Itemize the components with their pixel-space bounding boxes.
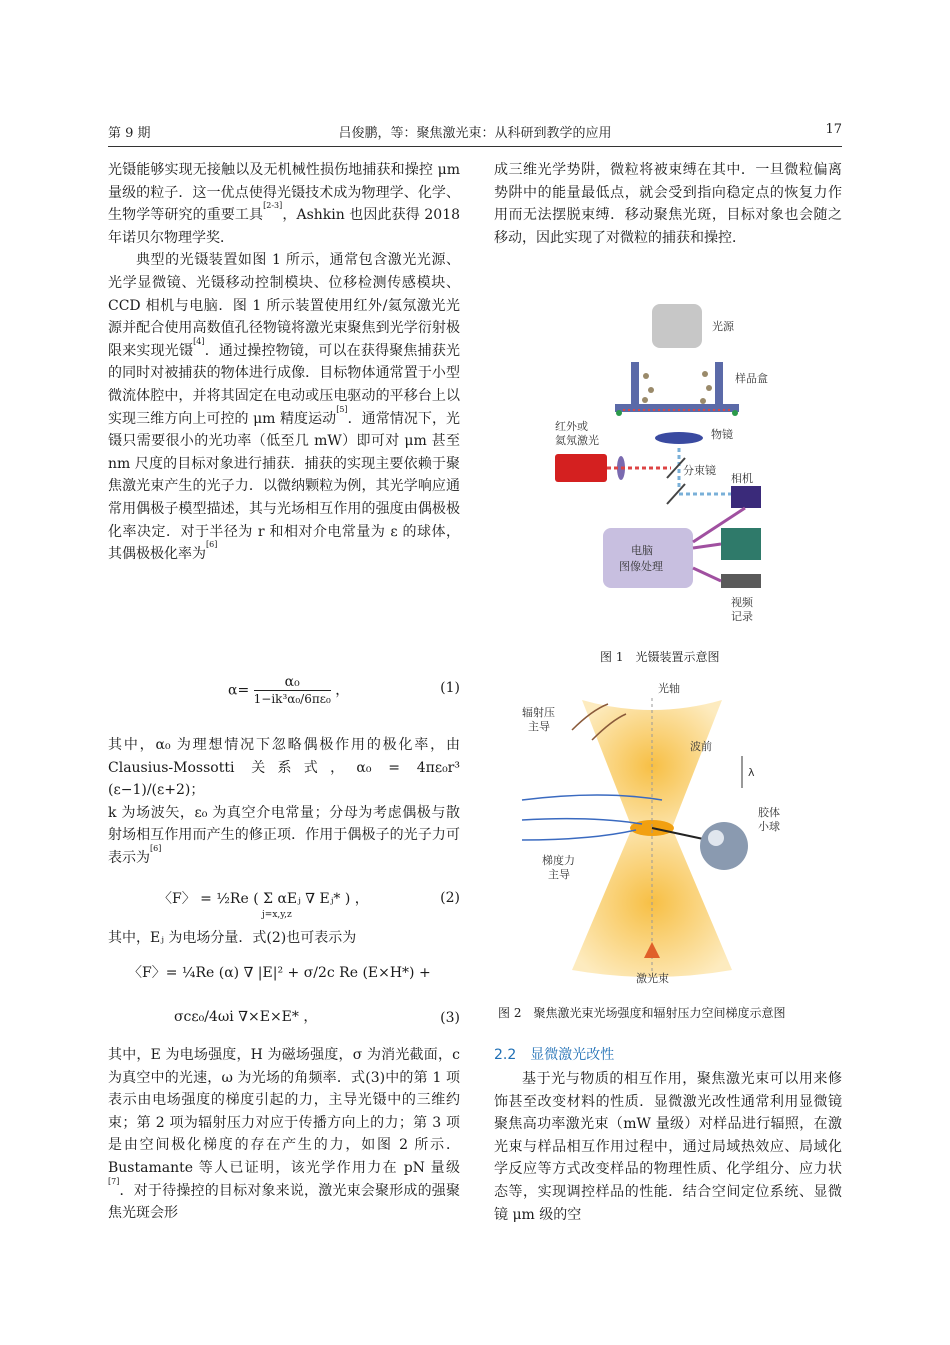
paragraph-wavevector: k 为场波矢，ε₀ 为真空介电常量；分母为考虑偶极与散射场相互作用而产生的修正项．作用于偶极子的光子力可表示为[6] [108,804,460,866]
paragraph-polarizability: 其中，α₀ 为理想情况下忽略偶极作用的极化率，由 Clausius-Mossotti 关系式，α₀ = 4πε₀r³ (ε−1)/(ε+2)； [108,737,460,799]
figure-1-caption: 图 1 光镊装置示意图 [600,650,720,664]
left-column-middle [108,734,460,870]
label-sphere-line2: 小球 [758,820,780,833]
citation: [2-3] [263,201,283,211]
label-sample-box: 样品盒 [735,372,768,385]
label-gradient-line2: 主导 [548,868,570,881]
label-gradient-line1: 梯度力 [542,854,575,867]
label-wavefront: 波前 [690,740,712,753]
header-rule [108,146,842,147]
paragraph-force-terms: 其中，E 为电场强度，H 为磁场强度，σ 为消光截面，c 为真空中的光速，ω 为光场的角频率．式(3)中的第 1 项表示由电场强度的梯度引起的力，主导光镊中的三维约束；第 2 项为辐射压力对应于传播方向上的力；第 3 项是由空间极化梯度的存在产生的力，如图 2 所示．Bustamante 等人已证明，该光学作用力在 pN 量级[7]．对于待操控的目标对象来说，激光束会聚形成的强聚焦光斑会形 [108,1047,460,1222]
citation: [5] [336,404,348,414]
paragraph-setup: 典型的光镊装置如图 1 所示，通常包含激光光源、光学显微镜、光镊移动控制模块、位移检测传感模块、CCD 相机与电脑．图 1 所示装置使用红外/氦氖激光光源并配合使用高数值孔径物镜将激光束聚焦到光学衍射极限来实现光镊[4]．通过操控物镜，可以在获得聚焦捕获光的同时对被捕获的物体进行成像．目标物体通常置于小型微流体腔中，并将其固定在电动或压电驱动的平移台上以实现三维方向上可控的 μm 精度运动[5]．通常情况下，光镊只需要很小的光功率（低至几 mW）即可对 μm 甚至 nm 尺度的目标对象进行捕获．捕获的实现主要依赖于聚焦激光束产生的光子力．以微纳颗粒为例，其光学响应通常用偶极子模型描述，其与光场相互作用的强度由偶极极化率决定．对于半径为 r 和相对介电常量为 ε 的球体，其偶极极化率为[6] [108,252,461,563]
label-laser-line2: 氦氖激光 [555,434,599,447]
figure-2-focused-beam [512,680,812,988]
computer-box [603,528,693,588]
right-column-bottom [494,1068,842,1226]
label-video-line1: 视频 [731,596,753,609]
equation-1: α= $\frac{\text{α₀}}{\text{1−ik³α₀/6πε₀}}$ ， (1) [228,674,460,706]
label-camera: 相机 [731,472,753,485]
equation-number: (3) [440,1010,460,1026]
label-lambda: λ [748,766,755,779]
left-column-eq3-intro: 其中，Eⱼ 为电场分量．式(2)也可表示为 [108,930,357,946]
label-sphere-line1: 胶体 [758,806,780,819]
figure-1-optical-tweezers-setup [545,298,805,628]
section-heading-2-2: 2.2 显微激光改性 [494,1047,615,1063]
label-optical-axis: 光轴 [658,682,680,695]
equation-3: 〈F〉= ¼Re (α) ∇ |E|² + σ/2c Re (E×H*) + σcε₀/4ωi ∇×E×E* ， (3) [128,965,460,1026]
issue-number: 第 9 期 [108,126,151,141]
video-recorder-box [721,574,761,588]
eq1-fraction: $\frac{\text{α₀}}{\text{1−ik³α₀/6πε₀}}$ [253,674,331,706]
label-light-source: 光源 [712,320,734,333]
paragraph-intro: 光镊能够实现无接触以及无机械性损伤地捕获和操控 μm 量级的粒子．这一优点使得光镊技术成为物理学、化学、生物学等研究的重要工具[2-3]，Ashkin 也因此获得 2018 年诺贝尔物理学奖． [108,162,461,246]
camera-box [731,486,761,508]
label-radiation-line1: 辐射压 [522,706,555,719]
running-header [108,122,842,144]
laser-source [555,454,607,482]
label-laser-beam: 激光束 [636,972,669,985]
citation: [7] [108,1176,120,1186]
equation-number: (1) [440,680,460,696]
figure-2-caption: 图 2 聚焦激光束光场强度和辐射压力空间梯度示意图 [498,1006,786,1020]
colloidal-sphere [700,822,748,870]
left-column-bottom [108,1044,460,1225]
citation: [6] [150,843,162,853]
label-computer-line2: 图像处理 [619,560,663,573]
label-laser-line1: 红外或 [555,420,588,433]
label-splitter: 分束镜 [683,464,716,477]
running-title: 吕俊鹏，等：聚焦激光束：从科研到教学的应用 [338,126,612,141]
paragraph-potential-well: 成三维光学势阱，微粒将被束缚在其中．一旦微粒偏离势阱中的能量最低点，就会受到指向稳定点的恢复力作用而无法摆脱束缚．移动聚焦光斑，目标对象也会随之移动，因此实现了对微粒的捕获和操控． [494,162,842,246]
citation: [6] [206,540,218,550]
equation-2: 〈F〉 = ½Re ( Σ αEⱼ ∇ Eⱼ* ) ， j=x,y,z (2) [158,890,460,920]
equation-number: (2) [440,890,460,906]
label-radiation-line2: 主导 [528,720,550,733]
paragraph-laser-modification: 基于光与物质的相互作用，聚焦激光束可以用来修饰甚至改变材料的性质．显微激光改性通常利用显微镜聚焦高功率激光束（mW 量级）对样品进行辐照，在激光束与样品相互作用过程中，通过局域热效应、局域化学反应等方式改变样品的物理性质、化学组分、应力状态等，实现调控样品的性能．结合空间定位系统、显微镜 μm 级的空 [494,1071,842,1223]
label-computer-line1: 电脑 [631,544,653,557]
label-objective: 物镜 [711,428,733,441]
right-column-top [494,159,842,249]
label-video-line2: 记录 [731,610,753,623]
objective-lens [655,432,703,444]
page-number: 17 [825,122,842,137]
left-column-top [108,159,460,566]
citation: [4] [193,336,205,346]
monitor-box [721,528,761,560]
light-source-box [652,304,702,348]
